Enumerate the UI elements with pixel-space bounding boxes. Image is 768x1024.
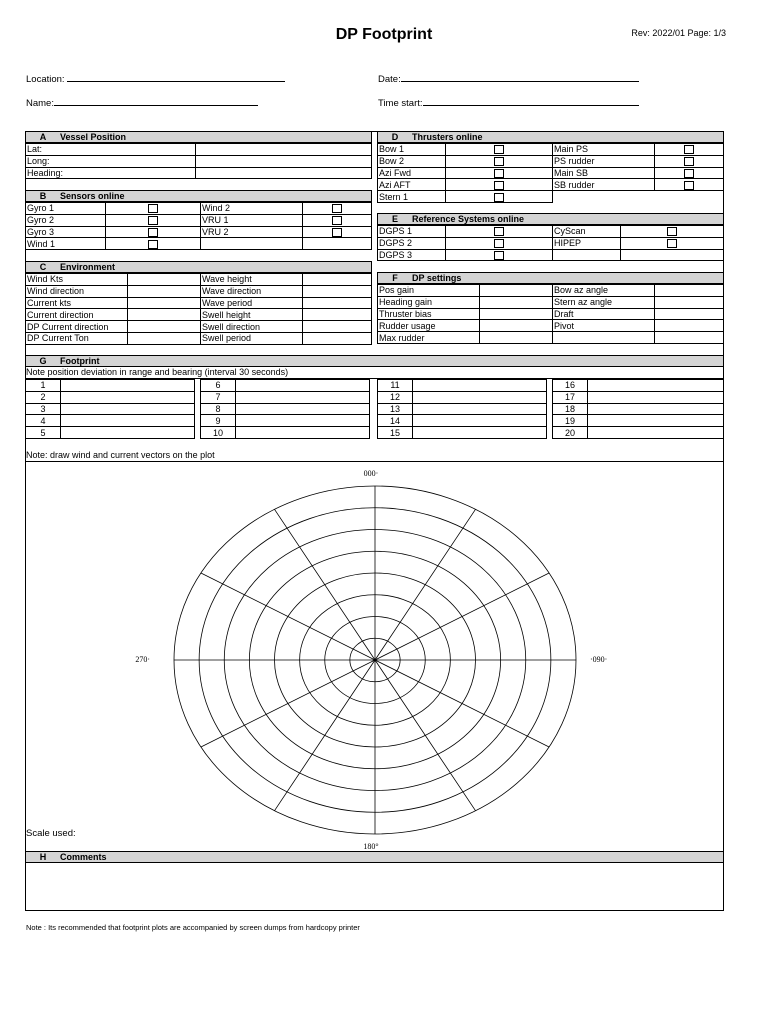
- sensor-label: VRU 2: [201, 226, 303, 238]
- footprint-index: 16: [553, 380, 588, 392]
- date-field[interactable]: Date:: [378, 73, 639, 85]
- env-input[interactable]: [303, 332, 372, 344]
- footprint-entry[interactable]: [236, 380, 370, 392]
- ref-label: HIPEP: [553, 237, 621, 249]
- env-input[interactable]: [303, 285, 372, 297]
- thruster-checkbox[interactable]: [446, 167, 553, 179]
- sensor-label: Gyro 1: [26, 203, 106, 215]
- ref-checkbox[interactable]: [621, 237, 724, 249]
- sensor-label: Gyro 2: [26, 214, 106, 226]
- dp-input[interactable]: [655, 296, 724, 308]
- footprint-index: 8: [201, 403, 236, 415]
- dp-label: Pivot: [553, 320, 655, 332]
- sensor-checkbox[interactable]: [106, 238, 201, 250]
- section-e-header: E Reference Systems online: [377, 213, 724, 225]
- footprint-entry[interactable]: [413, 380, 547, 392]
- env-label: Wave direction: [201, 285, 303, 297]
- plot-label-east: ·090·: [590, 655, 608, 664]
- plot-label-south: 180°: [363, 842, 379, 851]
- bearing-line: [375, 660, 549, 747]
- ref-label: DGPS 2: [378, 237, 446, 249]
- footprint-note: Note position deviation in range and bearing (interval 30 seconds): [25, 367, 724, 379]
- sensor-checkbox[interactable]: [106, 226, 201, 238]
- footprint-index: 6: [201, 380, 236, 392]
- footprint-entry[interactable]: [236, 427, 370, 439]
- thrusters-table: [377, 143, 724, 203]
- dp-label: Rudder usage: [378, 320, 480, 332]
- env-input[interactable]: [128, 274, 201, 286]
- sensor-label: VRU 1: [201, 214, 303, 226]
- footer-note: Note : Its recommended that footprint plots are accompanied by screen dumps from hardcopy printer: [26, 923, 360, 932]
- thruster-label: SB rudder: [553, 179, 655, 191]
- footprint-column: [25, 379, 195, 439]
- footprint-column: [552, 379, 724, 439]
- thruster-checkbox[interactable]: [446, 191, 553, 203]
- footprint-entry[interactable]: [413, 403, 547, 415]
- reference-systems-table: [377, 225, 724, 261]
- scale-used-label: Scale used:: [26, 828, 76, 839]
- lat-label: Lat:: [26, 144, 196, 156]
- thruster-checkbox[interactable]: [655, 144, 724, 156]
- footprint-polar-plot[interactable]: [25, 462, 724, 852]
- long-input[interactable]: [196, 155, 372, 167]
- footprint-entry[interactable]: [236, 403, 370, 415]
- env-label: Current kts: [26, 297, 128, 309]
- section-d-header: D Thrusters online: [377, 131, 724, 143]
- footprint-index: 17: [553, 391, 588, 403]
- footprint-index: 1: [26, 380, 61, 392]
- dp-input[interactable]: [655, 320, 724, 332]
- thruster-checkbox[interactable]: [446, 155, 553, 167]
- env-input[interactable]: [128, 332, 201, 344]
- sensor-label: Wind 1: [26, 238, 106, 250]
- footprint-entry[interactable]: [588, 403, 724, 415]
- ref-label: DGPS 1: [378, 226, 446, 238]
- dp-input[interactable]: [480, 308, 553, 320]
- footprint-index: 15: [378, 427, 413, 439]
- dp-input[interactable]: [480, 296, 553, 308]
- footprint-index: 12: [378, 391, 413, 403]
- long-label: Long:: [26, 155, 196, 167]
- env-input[interactable]: [128, 321, 201, 333]
- env-input[interactable]: [303, 309, 372, 321]
- section-b-header: B Sensors online: [25, 190, 372, 202]
- footprint-entry[interactable]: [236, 415, 370, 427]
- footprint-index: 19: [553, 415, 588, 427]
- ref-checkbox[interactable]: [621, 226, 724, 238]
- section-f-header: F DP settings: [377, 272, 724, 284]
- footprint-index: 18: [553, 403, 588, 415]
- env-label: Swell direction: [201, 321, 303, 333]
- section-h-header: H Comments: [25, 851, 724, 863]
- env-label: Current direction: [26, 309, 128, 321]
- ref-checkbox[interactable]: [446, 237, 553, 249]
- dp-input[interactable]: [480, 332, 553, 344]
- footprint-index: 14: [378, 415, 413, 427]
- dp-label: Bow az angle: [553, 285, 655, 297]
- footprint-entry[interactable]: [413, 391, 547, 403]
- sensor-label: Wind 2: [201, 203, 303, 215]
- ref-checkbox[interactable]: [446, 226, 553, 238]
- thruster-label: Bow 1: [378, 144, 446, 156]
- env-label: DP Current Ton: [26, 332, 128, 344]
- vessel-position-table: [25, 143, 372, 179]
- env-label: Wave period: [201, 297, 303, 309]
- env-label: Wind direction: [26, 285, 128, 297]
- footprint-index: 11: [378, 380, 413, 392]
- thruster-checkbox[interactable]: [655, 155, 724, 167]
- footprint-entry[interactable]: [588, 380, 724, 392]
- footprint-entry[interactable]: [413, 427, 547, 439]
- thruster-checkbox[interactable]: [655, 167, 724, 179]
- env-input[interactable]: [303, 321, 372, 333]
- footprint-entry[interactable]: [588, 427, 724, 439]
- footprint-entry[interactable]: [61, 391, 195, 403]
- sensor-checkbox[interactable]: [303, 226, 372, 238]
- dp-label: Thruster bias: [378, 308, 480, 320]
- bearing-line: [275, 509, 376, 660]
- env-input[interactable]: [128, 285, 201, 297]
- footprint-index: 13: [378, 403, 413, 415]
- bearing-line: [275, 660, 376, 811]
- dp-input[interactable]: [655, 285, 724, 297]
- footprint-entry[interactable]: [588, 415, 724, 427]
- dp-label: Stern az angle: [553, 296, 655, 308]
- footprint-index: 5: [26, 427, 61, 439]
- footprint-entry[interactable]: [61, 427, 195, 439]
- thruster-checkbox[interactable]: [446, 179, 553, 191]
- thruster-checkbox[interactable]: [655, 179, 724, 191]
- dp-label: Pos gain: [378, 285, 480, 297]
- env-input[interactable]: [128, 309, 201, 321]
- bearing-line: [375, 660, 476, 811]
- env-label: Swell height: [201, 309, 303, 321]
- time-start-field[interactable]: Time start:: [378, 97, 639, 109]
- bearing-line: [375, 509, 476, 660]
- sensor-label: Gyro 3: [26, 226, 106, 238]
- footprint-index: 4: [26, 415, 61, 427]
- footprint-column: [200, 379, 370, 439]
- draw-vectors-note: Note: draw wind and current vectors on the plot: [25, 450, 724, 462]
- heading-label: Heading:: [26, 167, 196, 179]
- env-label: Swell period: [201, 332, 303, 344]
- heading-input[interactable]: [196, 167, 372, 179]
- section-c-header: C Environment: [25, 261, 372, 273]
- env-input[interactable]: [128, 297, 201, 309]
- footprint-entry[interactable]: [588, 391, 724, 403]
- footprint-entry[interactable]: [61, 415, 195, 427]
- footprint-index: 3: [26, 403, 61, 415]
- footprint-entry[interactable]: [61, 403, 195, 415]
- location-field[interactable]: Location:: [26, 73, 285, 85]
- thruster-label: Main PS: [553, 144, 655, 156]
- plot-label-west: 270·: [135, 655, 150, 664]
- dp-input[interactable]: [655, 308, 724, 320]
- thruster-label: Bow 2: [378, 155, 446, 167]
- footprint-index: 9: [201, 415, 236, 427]
- dp-settings-table: [377, 284, 724, 344]
- footprint-entry[interactable]: [61, 380, 195, 392]
- name-field[interactable]: Name:: [26, 97, 258, 109]
- lat-input[interactable]: [196, 144, 372, 156]
- revision-page: Rev: 2022/01 Page: 1/3: [631, 28, 726, 38]
- sensor-checkbox[interactable]: [106, 203, 201, 215]
- dp-label: Draft: [553, 308, 655, 320]
- ref-checkbox[interactable]: [446, 249, 553, 261]
- env-input[interactable]: [303, 297, 372, 309]
- environment-table: [25, 273, 372, 345]
- footprint-index: 7: [201, 391, 236, 403]
- footprint-entry[interactable]: [236, 391, 370, 403]
- bearing-line: [201, 573, 375, 660]
- footprint-entry[interactable]: [413, 415, 547, 427]
- env-label: Wind Kts: [26, 274, 128, 286]
- bearing-lines: [174, 486, 576, 834]
- footprint-index: 2: [26, 391, 61, 403]
- thruster-label: Azi AFT: [378, 179, 446, 191]
- thruster-label: PS rudder: [553, 155, 655, 167]
- env-label: Wave height: [201, 274, 303, 286]
- sensor-checkbox[interactable]: [106, 214, 201, 226]
- footprint-column: [377, 379, 547, 439]
- sensors-table: [25, 202, 372, 250]
- sensor-checkbox[interactable]: [303, 203, 372, 215]
- section-g-header: G Footprint: [25, 355, 724, 367]
- ref-label: CyScan: [553, 226, 621, 238]
- thruster-label: Azi Fwd: [378, 167, 446, 179]
- page-title: DP Footprint: [335, 26, 433, 43]
- thruster-label: Main SB: [553, 167, 655, 179]
- env-input[interactable]: [303, 274, 372, 286]
- dp-label: Heading gain: [378, 296, 480, 308]
- comments-area[interactable]: [25, 863, 724, 911]
- dp-input[interactable]: [480, 320, 553, 332]
- dp-label: Max rudder: [378, 332, 480, 344]
- plot-label-north: 000·: [363, 469, 379, 478]
- section-a-header: A Vessel Position: [25, 131, 372, 143]
- footprint-index: 20: [553, 427, 588, 439]
- ref-label: DGPS 3: [378, 249, 446, 261]
- footprint-index: 10: [201, 427, 236, 439]
- dp-input[interactable]: [480, 285, 553, 297]
- env-label: DP Current direction: [26, 321, 128, 333]
- bearing-line: [375, 573, 549, 660]
- thruster-checkbox[interactable]: [446, 144, 553, 156]
- sensor-checkbox[interactable]: [303, 214, 372, 226]
- bearing-line: [201, 660, 375, 747]
- thruster-label: Stern 1: [378, 191, 446, 203]
